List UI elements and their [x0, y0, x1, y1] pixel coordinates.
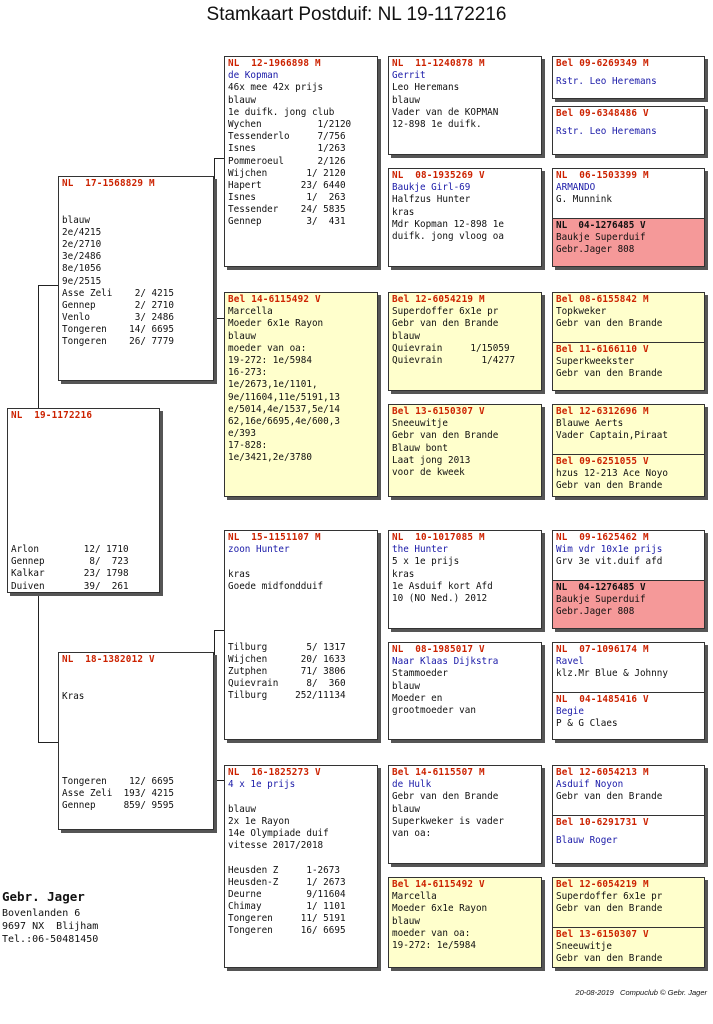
subject-card[interactable]: NL 19-1172216 Arlon 12/ 1710 Gennep 8/ 723 Kalkar 23/ 1798 Duiven 39/ 261 — [7, 408, 160, 593]
gggp-card-8[interactable]: Bel 09-6251055 V hzus 12-213 Ace Noyo Gebr van den Brande — [553, 454, 704, 497]
gggp-card-12[interactable]: NL 04-1485416 V Begie P & G Claes — [553, 692, 704, 740]
father-card[interactable]: NL 17-1568829 M blauw 2e/4215 2e/2710 3e/2486 8e/1056 9e/2515 Asse Zeli 2/ 4215 Gennep 2/ 2710 Venlo 3/ 2486 Tongeren 14/ 6695 Tongeren 26/ 7779 — [58, 176, 214, 381]
gggp-card-15[interactable]: Bel 12-6054219 M Superdoffer 6x1e pr Gebr van den Brande Bel 13-6150307 V Sneeuwitje Gebr van den Brande — [552, 877, 705, 968]
page-title: Stamkaart Postduif: NL 19-1172216 — [206, 4, 507, 25]
breeder-info — [2, 890, 98, 946]
gggp-card-2[interactable]: Bel 09-6348486 V Rstr. Leo Heremans — [552, 106, 705, 155]
granddam-paternal-card[interactable]: Bel 14-6115492 V Marcella Moeder 6x1e Rayon blauw moeder van oa: 19-272: 1e/5984 16-273: 1e/2673,1e/1101, 9e/11604,11e/5191,13 e/5014,4e/1537,5e/14 62,16e/6695,4e/600,3 e/393 17-828: 1e/3421,2e/3780 — [224, 292, 378, 497]
footer-credit: 20-08-2019 Compuclub © Gebr. Jager — [575, 988, 707, 997]
ggp-card-5[interactable]: NL 10-1017085 M the Hunter 5 x 1e prijs kras 1e Asduif kort Afd 10 (NO Ned.) 2012 — [388, 530, 542, 629]
gggp-card-9[interactable]: NL 09-1625462 M Wim vdr 10x1e prijs Grv 3e vit.duif afd NL 04-1276485 V Baukje Superduif Gebr.Jager 808 — [552, 530, 705, 629]
breeder-name: Gebr. Jager — [2, 889, 85, 904]
ggp-card-8[interactable]: Bel 14-6115492 V Marcella Moeder 6x1e Rayon blauw moeder van oa: 19-272: 1e/5984 — [388, 877, 542, 968]
gggp-card-13[interactable]: Bel 12-6054213 M Asduif Noyon Gebr van den Brande Bel 10-6291731 V Blauw Roger — [552, 765, 705, 864]
gggp-card-7[interactable]: Bel 12-6312696 M Blauwe Aerts Vader Captain,Piraat Bel 09-6251055 V hzus 12-213 Ace Noyo Gebr van den Brande — [552, 404, 705, 497]
gggp-card-11[interactable]: NL 07-1096174 M Ravel klz.Mr Blue & Johnny NL 04-1485416 V Begie P & G Claes — [552, 642, 705, 740]
ggp-card-3[interactable]: Bel 12-6054219 M Superdoffer 6x1e pr Gebr van den Brande blauw Quievrain 1/15059 Quievrain 1/4277 — [388, 292, 542, 391]
gggp-card-14[interactable]: Bel 10-6291731 V Blauw Roger — [553, 815, 704, 864]
gggp-card-6[interactable]: Bel 11-6166110 V Superkweekster Gebr van den Brande — [553, 342, 704, 391]
grandsire-paternal-card[interactable]: NL 12-1966898 M de Kopman 46x mee 42x prijs blauw 1e duifk. jong club Wychen 1/2120 Tessenderlo 7/756 Isnes 1/263 Pommeroeul 2/126 Wijchen 1/ 2120 Hapert 23/ 6440 Isnes 1/ 263 Tessender 24/ 5835 Gennep 3/ 431 — [224, 56, 378, 267]
ggp-card-2[interactable]: NL 08-1935269 V Baukje Girl-69 Halfzus Hunter kras Mdr Kopman 12-898 1e duifk. jong vloog oa — [388, 168, 542, 267]
mother-ring: NL 18-1382012 V — [62, 654, 155, 665]
breeder-city: 9697 NX Blijham — [2, 921, 99, 932]
grandsire-maternal-card[interactable]: NL 15-1151107 M zoon Hunter kras Goede midfondduif Tilburg 5/ 1317 Wijchen 20/ 1633 Zutphen 71/ 3806 Quievrain 8/ 360 Tilburg 252/11134 — [224, 530, 378, 740]
gggp-card-3[interactable]: NL 06-1503399 M ARMANDO G. Munnink NL 04-1276485 V Baukje Superduif Gebr.Jager 808 — [552, 168, 705, 267]
ggp-card-1[interactable]: NL 11-1240878 M Gerrit Leo Heremans blauw Vader van de KOPMAN 12-898 1e duifk. — [388, 56, 542, 155]
gggp-card-16[interactable]: Bel 13-6150307 V Sneeuwitje Gebr van den Brande — [553, 927, 704, 968]
gggp-card-5[interactable]: Bel 08-6155842 M Topkweker Gebr van den Brande Bel 11-6166110 V Superkweekster Gebr van den Brande — [552, 292, 705, 391]
ggp-card-6[interactable]: NL 08-1985017 V Naar Klaas Dijkstra Stammoeder blauw Moeder en grootmoeder van — [388, 642, 542, 740]
gggp-card-4[interactable]: NL 04-1276485 V Baukje Superduif Gebr.Jager 808 — [553, 218, 704, 267]
subject-ring: NL 19-1172216 — [11, 410, 93, 421]
gggp-card-1[interactable]: Bel 09-6269349 M Rstr. Leo Heremans — [552, 56, 705, 99]
breeder-street: Bovenlanden 6 — [2, 908, 81, 919]
mother-card[interactable]: NL 18-1382012 V Kras Tongeren 12/ 6695 Asse Zeli 193/ 4215 Gennep 859/ 9595 — [58, 652, 214, 830]
ggp-card-4[interactable]: Bel 13-6150307 V Sneeuwitje Gebr van den Brande Blauw bont Laat jong 2013 voor de kweek — [388, 404, 542, 497]
gggp-card-10[interactable]: NL 04-1276485 V Baukje Superduif Gebr.Jager 808 — [553, 580, 704, 629]
father-ring: NL 17-1568829 M — [62, 178, 155, 189]
breeder-phone: Tel.:06-50481450 — [2, 934, 99, 945]
granddam-maternal-card[interactable]: NL 16-1825273 V 4 x 1e prijs blauw 2x 1e Rayon 14e Olympiade duif vitesse 2017/2018 Heusden Z 1-2673 Heusden-Z 1/ 2673 Deurne 9/11604 Chimay 1/ 1101 Tongeren 11/ 5191 Tongeren 16/ 6695 — [224, 765, 378, 968]
ggp-card-7[interactable]: Bel 14-6115507 M de Hulk Gebr van den Brande blauw Superkweker is vader van oa: — [388, 765, 542, 864]
